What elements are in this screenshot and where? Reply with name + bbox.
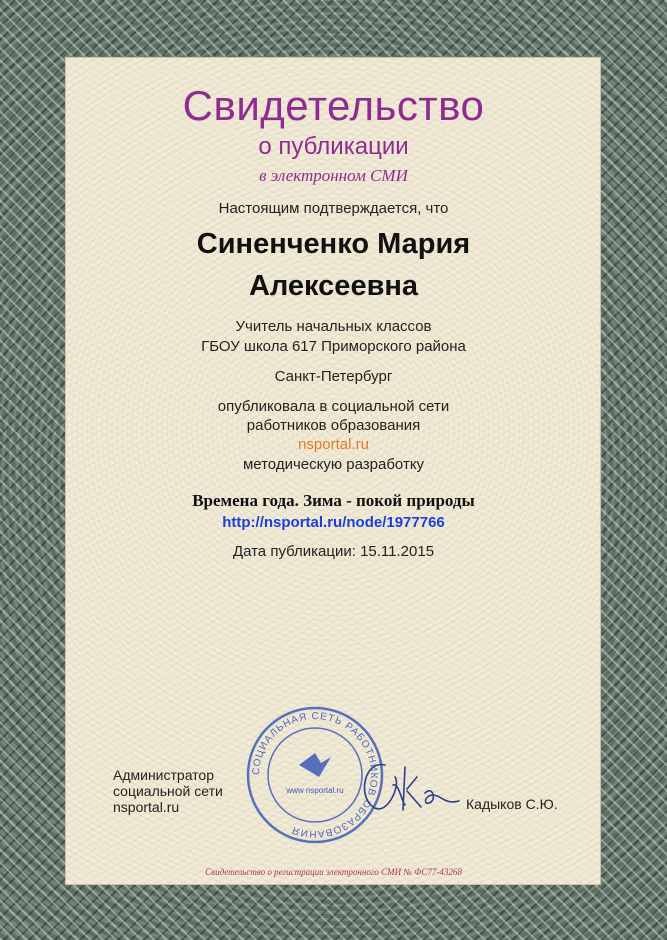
certificate-title: Свидетельство	[182, 82, 485, 129]
signature-icon	[355, 755, 465, 825]
stamp-center-text: www nsportal.ru	[286, 786, 344, 795]
work-url-link[interactable]: http://nsportal.ru/node/1977766	[222, 514, 445, 531]
stamp-outer-text: СОЦИАЛЬНАЯ СЕТЬ РАБОТНИКОВ ОБРАЗОВАНИЯ	[250, 710, 380, 840]
work-title: Времена года. Зима - покой природы	[192, 491, 475, 510]
recipient-name-line2: Алексеевна	[248, 270, 419, 302]
admin-line1: Администратор	[113, 767, 215, 783]
admin-line3: nsportal.ru	[113, 799, 180, 815]
publication-date: Дата публикации: 15.11.2015	[232, 543, 435, 560]
certificate-subtitle-media: в электронном СМИ	[259, 166, 408, 185]
recipient-school: ГБОУ школа 617 Приморского района	[201, 338, 466, 355]
site-name: nsportal.ru	[298, 436, 369, 453]
work-type: методическую разработку	[242, 456, 425, 473]
recipient-city: Санкт-Петербург	[274, 368, 393, 385]
published-text-line2: работников образования	[246, 417, 421, 434]
certificate-subtitle: о публикации	[258, 133, 409, 160]
registration-note: Свидетельство о регистрации электронного СМИ № ФС77-43268	[205, 867, 462, 877]
signer-name: Кадыков С.Ю.	[466, 796, 558, 812]
confirmation-text: Настоящим подтверждается, что	[218, 200, 449, 217]
recipient-name-line1: Синенченко Мария	[196, 228, 471, 260]
admin-line2: социальной сети	[113, 783, 223, 799]
recipient-position: Учитель начальных классов	[235, 318, 432, 335]
administrator-block	[113, 767, 223, 815]
published-text-line1: опубликовала в социальной сети	[217, 398, 450, 415]
